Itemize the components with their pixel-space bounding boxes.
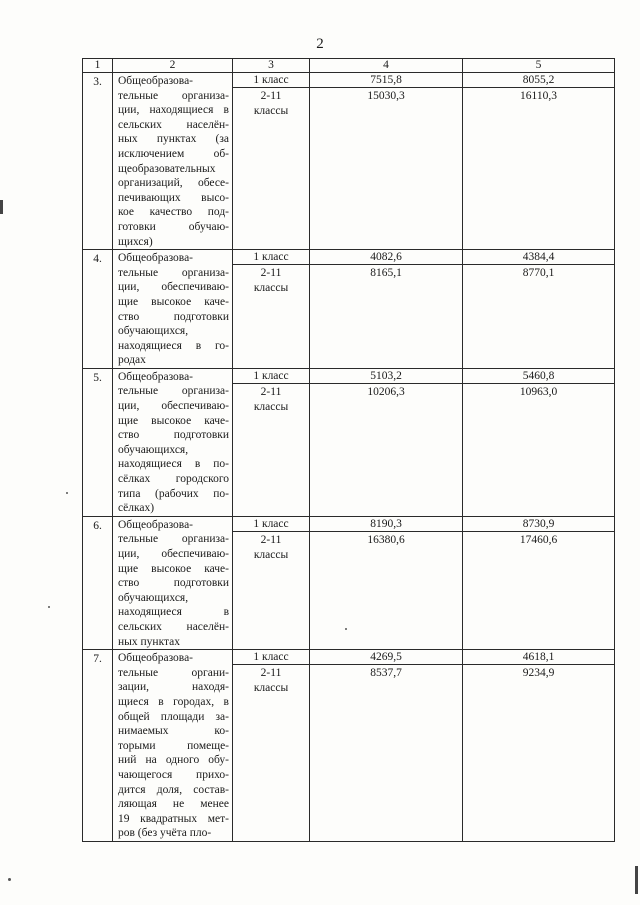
description-line: торыми помеще-	[118, 739, 229, 752]
header-cell-1: 1	[83, 59, 113, 73]
description-line: ции, находящиеся в	[118, 104, 229, 117]
value-col5-cell-second: 16110,3	[520, 90, 557, 102]
value-col4-cell-first: 5103,2	[310, 369, 462, 384]
class-cell-first: 1 класс	[233, 250, 309, 265]
description-line: организаций, обесе-	[118, 177, 229, 190]
scan-speck	[345, 628, 347, 630]
description-line: Общеобразова-	[118, 75, 194, 87]
class-cell-second: 2-11	[260, 533, 282, 546]
value-col5-cell-first: 8730,9	[463, 517, 614, 532]
description-line: ных пунктах (за	[118, 133, 229, 146]
description-line: ство подготовки	[118, 429, 229, 442]
class-cell	[233, 73, 310, 250]
table-row	[83, 73, 615, 250]
value-col4-cell	[310, 650, 463, 842]
description-line: щие высокое каче-	[118, 295, 229, 308]
description-line: тельные организа-	[118, 89, 229, 102]
description-line: тельные организа-	[118, 533, 229, 546]
value-col5-cell-first: 4384,4	[463, 250, 614, 265]
description-line: ляющая не менее	[118, 798, 229, 811]
description-line: кое качество под-	[118, 206, 229, 219]
description-line: ции, обеспечиваю-	[118, 400, 229, 413]
description-line: типа (рабочих по-	[118, 487, 229, 500]
value-col4-cell-first: 7515,8	[310, 73, 462, 88]
description-line: печивающих высо-	[118, 191, 229, 204]
description-line: ных пунктах	[118, 635, 181, 648]
description-line: обучающихся,	[118, 591, 189, 604]
value-col5-cell	[463, 368, 615, 516]
table-row	[83, 250, 615, 369]
value-col4-cell	[310, 73, 463, 250]
description-line: Общеобразова-	[118, 370, 194, 383]
description-line: щиеся в городах, в	[118, 695, 229, 708]
value-col5-cell-first: 4618,1	[463, 650, 614, 665]
class-cell-first: 1 класс	[233, 73, 309, 88]
description-line: щихся)	[118, 235, 153, 248]
description-line: тельные организа-	[118, 266, 229, 279]
value-col4-cell-second: 16380,6	[367, 533, 405, 546]
value-col5-cell	[463, 650, 615, 842]
value-col5-cell-first: 5460,8	[463, 369, 614, 384]
header-row	[83, 59, 615, 73]
class-cell	[233, 250, 310, 369]
organization-description	[113, 650, 233, 842]
value-col5-cell-second: 8770,1	[522, 267, 555, 280]
description-line: ний на одного обу-	[118, 754, 229, 767]
description-line: обучающихся,	[118, 443, 189, 456]
value-col4-cell-second: 8537,7	[370, 667, 402, 680]
description-line: тельные органи-	[118, 666, 229, 679]
description-line: родах	[118, 354, 146, 367]
class-cell	[233, 368, 310, 516]
description-line: щие высокое каче-	[118, 562, 229, 575]
header-cell-4: 4	[310, 59, 463, 73]
description-line: Общеобразова-	[118, 652, 194, 665]
scan-edge-mark	[635, 866, 638, 894]
organization-description	[113, 516, 233, 649]
description-line: ров (без учёта пло-	[118, 827, 212, 840]
header-cell-5: 5	[463, 59, 615, 73]
scan-speck	[8, 878, 11, 881]
description-line: находящиеся в по-	[118, 458, 229, 471]
description-line: тельные организа-	[118, 385, 229, 398]
description-line: сельских населён-	[118, 620, 229, 633]
description-line: нимаемых ко-	[118, 725, 229, 738]
description-line: чающегося прихо-	[118, 768, 229, 781]
class-cell-first: 1 класс	[233, 517, 309, 532]
value-col4-cell-first: 4269,5	[310, 650, 462, 665]
description-line: щие высокое каче-	[118, 414, 229, 427]
value-col4-cell-second: 10206,3	[367, 385, 405, 398]
description-line: ции, обеспечиваю-	[118, 281, 229, 294]
description-line: 19 квадратных мет-	[118, 812, 229, 825]
organization-description	[113, 368, 233, 516]
class-cell-second: 2-11	[260, 667, 282, 680]
table-row	[83, 650, 615, 842]
organization-description	[113, 73, 233, 250]
header-cell-2: 2	[113, 59, 233, 73]
table-row	[83, 516, 615, 649]
row-number: 4.	[83, 250, 113, 369]
value-col5-cell-second: 17460,6	[519, 533, 558, 546]
description-line: Общеобразова-	[118, 252, 194, 265]
class-cell-second-b: классы	[253, 105, 289, 117]
description-line: зации, находя-	[118, 681, 229, 694]
row-number: 5.	[83, 368, 113, 516]
organization-description	[113, 250, 233, 369]
class-cell-second-b: классы	[253, 682, 289, 695]
description-line: находящиеся в го-	[118, 339, 229, 352]
value-col5-cell	[463, 516, 615, 649]
class-cell-second-b: классы	[253, 400, 289, 413]
row-number: 6.	[83, 516, 113, 649]
value-col4-cell-first: 8190,3	[310, 517, 462, 532]
scan-speck	[48, 606, 50, 608]
description-line: находящиеся в	[118, 606, 229, 619]
description-line: ство подготовки	[118, 577, 229, 590]
class-cell-second-b: классы	[253, 548, 289, 561]
table-row	[83, 368, 615, 516]
description-line: сёлках)	[118, 502, 155, 515]
class-cell-first: 1 класс	[233, 650, 309, 665]
description-line: Общеобразова-	[118, 518, 194, 531]
class-cell	[233, 650, 310, 842]
scan-edge-mark	[0, 200, 3, 214]
value-col4-cell	[310, 516, 463, 649]
row-number: 3.	[83, 73, 113, 250]
value-col5-cell-second: 9234,9	[522, 667, 555, 680]
value-col5-cell	[463, 73, 615, 250]
description-line: готовки обучаю-	[118, 220, 229, 233]
value-col4-cell	[310, 368, 463, 516]
description-line: ство подготовки	[118, 310, 229, 323]
value-col5-cell-first: 8055,2	[463, 73, 614, 88]
description-line: сельских населён-	[118, 118, 229, 131]
row-number: 7.	[83, 650, 113, 842]
class-cell	[233, 516, 310, 649]
value-col4-cell-first: 4082,6	[310, 250, 462, 265]
tariff-table	[82, 58, 615, 842]
value-col4-cell-second: 8165,1	[370, 267, 402, 280]
scan-speck	[66, 492, 68, 494]
value-col5-cell	[463, 250, 615, 369]
value-col5-cell-second: 10963,0	[519, 385, 558, 398]
class-cell-second: 2-11	[260, 90, 282, 102]
class-cell-first: 1 класс	[233, 369, 309, 384]
description-line: дится доля, состав-	[118, 783, 229, 796]
description-line: исключением об-	[118, 147, 229, 160]
value-col4-cell	[310, 250, 463, 369]
value-col4-cell-second: 15030,3	[367, 90, 405, 102]
description-line: щеобразовательных	[118, 162, 216, 175]
description-line: общей площади за-	[118, 710, 229, 723]
description-line: обучающихся,	[118, 325, 189, 338]
class-cell-second: 2-11	[260, 385, 282, 398]
page-number: 2	[316, 36, 324, 52]
header-cell-3: 3	[233, 59, 310, 73]
class-cell-second: 2-11	[260, 267, 282, 280]
description-line: ции, обеспечиваю-	[118, 548, 229, 560]
class-cell-second-b: классы	[253, 282, 289, 295]
description-line: сёлках городского	[118, 473, 229, 486]
